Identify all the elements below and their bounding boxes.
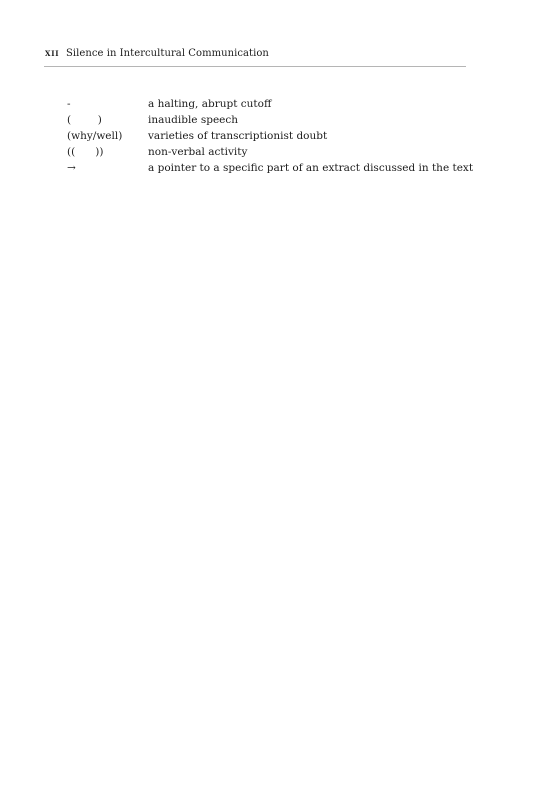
convention-symbol: ( )	[67, 114, 102, 126]
transcription-conventions-list	[67, 96, 473, 176]
running-title: Silence in Intercultural Communication	[66, 48, 269, 59]
convention-meaning: varieties of transcriptionist doubt	[148, 130, 328, 142]
convention-row	[67, 128, 473, 144]
running-header	[44, 48, 466, 67]
convention-symbol: -	[67, 98, 71, 110]
convention-row	[67, 160, 473, 176]
convention-meaning: a halting, abrupt cutoff	[148, 98, 272, 110]
convention-meaning: a pointer to a specific part of an extract discussed in the text	[148, 162, 474, 174]
convention-symbol: →	[67, 162, 76, 174]
convention-symbol: (why/well)	[67, 130, 123, 142]
convention-meaning: inaudible speech	[148, 114, 239, 126]
convention-meaning: non-verbal activity	[148, 146, 248, 158]
convention-row	[67, 96, 473, 112]
page-number: xii	[45, 48, 60, 59]
convention-symbol: (( ))	[67, 146, 104, 158]
convention-row	[67, 112, 473, 128]
convention-row	[67, 144, 473, 160]
